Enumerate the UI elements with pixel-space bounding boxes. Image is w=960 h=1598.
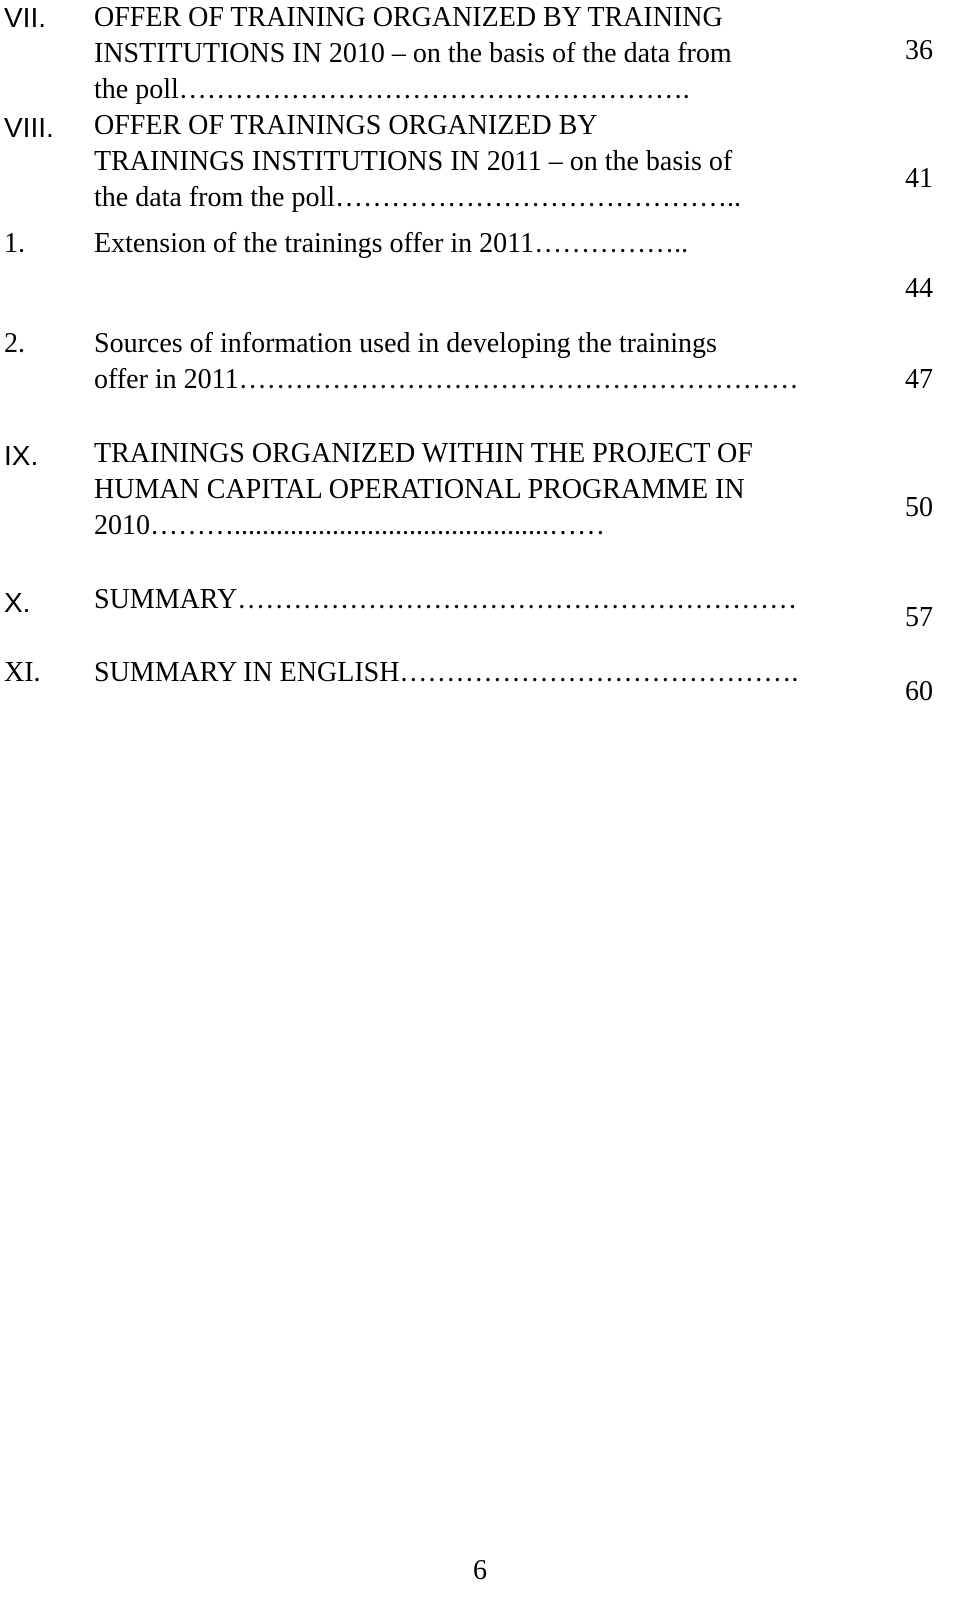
toc-title-vii-line1: OFFER OF TRAINING ORGANIZED BY TRAINING	[94, 2, 723, 33]
toc-number-xi: XI.	[4, 657, 41, 688]
toc-title-viii-line1: OFFER OF TRAININGS ORGANIZED BY	[94, 110, 598, 141]
toc-number-2: 2.	[4, 328, 25, 359]
toc-number-1: 1.	[4, 228, 25, 259]
toc-page-1: 44	[905, 273, 933, 304]
toc-title-2-line1: Sources of information used in developing the trainings	[94, 328, 717, 359]
toc-title-2-line2: offer in 2011……………………………………………………	[94, 364, 799, 395]
toc-title-ix-line2: HUMAN CAPITAL OPERATIONAL PROGRAMME IN	[94, 474, 745, 505]
toc-page-vii: 36	[905, 35, 933, 66]
toc-number-x: X.	[4, 587, 31, 618]
toc-title-vii-line3: the poll……………………………………………….	[94, 74, 690, 105]
toc-title-viii-line2: TRAININGS INSTITUTIONS IN 2011 – on the basis of	[94, 146, 733, 177]
toc-number-ix: IX.	[4, 440, 39, 471]
toc-number-vii: VII.	[4, 2, 47, 33]
toc-page-viii: 41	[905, 163, 933, 194]
toc-title-ix-line3: 2010……….............................................……	[94, 510, 605, 541]
toc-page-2: 47	[905, 364, 933, 395]
toc-title-x-line1: SUMMARY……………………………………………………	[94, 584, 798, 615]
toc-title-ix-line1: TRAININGS ORGANIZED WITHIN THE PROJECT OF	[94, 438, 753, 469]
toc-page-x: 57	[905, 602, 933, 633]
toc-title-vii-line2: INSTITUTIONS IN 2010 – on the basis of the data from	[94, 38, 732, 69]
toc-title-viii-line3: the data from the poll……………………………………..	[94, 182, 742, 213]
page-number: 6	[473, 1555, 487, 1586]
toc-page-xi: 60	[905, 676, 933, 707]
toc-number-viii: VIII.	[4, 112, 54, 143]
toc-title-1-line1: Extension of the trainings offer in 2011……………..	[94, 228, 689, 259]
toc-page-ix: 50	[905, 492, 933, 523]
toc-title-xi-line1: SUMMARY IN ENGLISH…………………………………….	[94, 657, 799, 688]
